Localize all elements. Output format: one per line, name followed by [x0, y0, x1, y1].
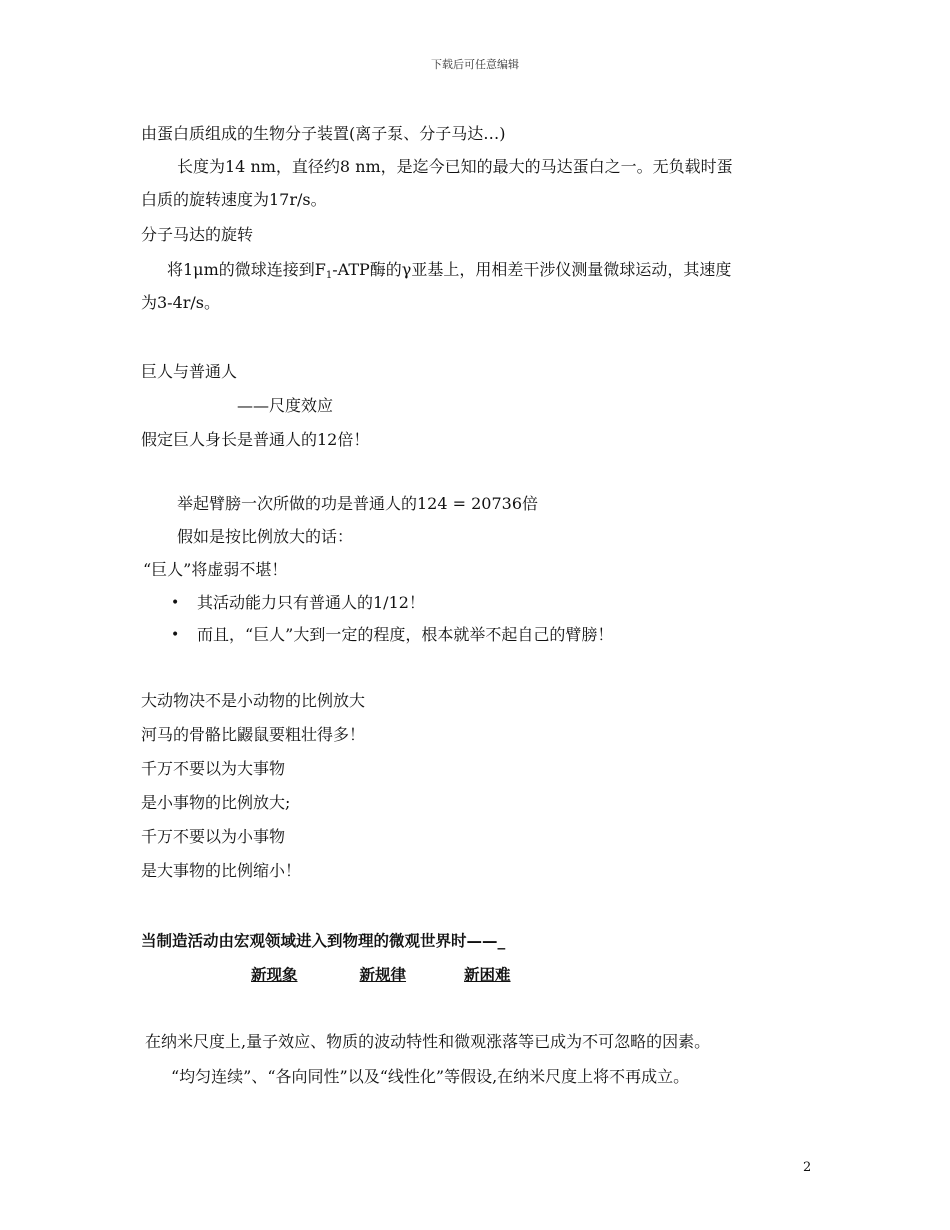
assumption-line: 假定巨人身长是普通人的12倍！ — [141, 430, 370, 449]
section-title-molecular-devices: 由蛋白质组成的生物分子装置(离子泵、分子马达…) — [141, 124, 506, 143]
bullet-item: 其活动能力只有普通人的1/12！ — [197, 593, 425, 612]
paragraph-line — [167, 260, 731, 286]
text-line: 千万不要以为大事物 — [141, 759, 286, 778]
tag-new-phenomena: 新现象 — [251, 966, 298, 984]
tag-row — [251, 965, 511, 985]
bullet-icon: • — [171, 627, 180, 643]
tag-new-laws: 新规律 — [359, 966, 407, 984]
text-line: 河马的骨骼比鼹鼠要粗壮得多！ — [141, 725, 366, 744]
paragraph-line: 白质的旋转速度为17r/s。 — [141, 190, 327, 209]
weak-line: “巨人”将虚弱不堪！ — [143, 560, 288, 579]
paragraph-line: 为3-4r/s。 — [141, 293, 221, 312]
bullet-icon: • — [171, 595, 180, 611]
text-line: 是大事物的比例缩小！ — [141, 861, 302, 880]
text-line: 千万不要以为小事物 — [141, 827, 286, 846]
section-subtitle: ——尺度效应 — [237, 396, 334, 415]
text-run: 将1μm的微球连接到F — [167, 260, 326, 279]
bullet-item: 而且，“巨人”大到一定的程度，根本就举不起自己的臂膀！ — [197, 625, 614, 644]
micro-world-headline: 当制造活动由宏观领域进入到物理的微观世界时——_ — [141, 932, 506, 950]
page-number: 2 — [803, 1160, 812, 1175]
nanoscale-line: 在纳米尺度上,量子效应、物质的波动特性和微观涨落等已成为不可忽略的因素。 — [145, 1032, 711, 1051]
paragraph-line: 长度为14 nm，直径约8 nm，是迄今已知的最大的马达蛋白之一。无负载时蛋 — [177, 157, 733, 176]
subscript: 1 — [325, 270, 333, 281]
section-title-giant: 巨人与普通人 — [141, 362, 238, 381]
page-header: 下载后可任意编辑 — [431, 58, 519, 71]
tag-new-difficulties: 新困难 — [464, 966, 511, 984]
section-title-motor-rotation: 分子马达的旋转 — [141, 225, 254, 244]
scaling-line: 假如是按比例放大的话： — [177, 527, 354, 546]
work-line: 举起臂膀一次所做的功是普通人的124 = 20736倍 — [177, 494, 539, 513]
text-run: -ATP酶的γ亚基上，用相差干涉仪测量微球运动，其速度 — [332, 260, 732, 279]
text-line: 是小事物的比例放大; — [141, 793, 291, 812]
text-line: 大动物决不是小动物的比例放大 — [141, 691, 366, 710]
nanoscale-line: “均匀连续”、“各向同性”以及“线性化”等假设,在纳米尺度上将不再成立。 — [171, 1067, 690, 1086]
